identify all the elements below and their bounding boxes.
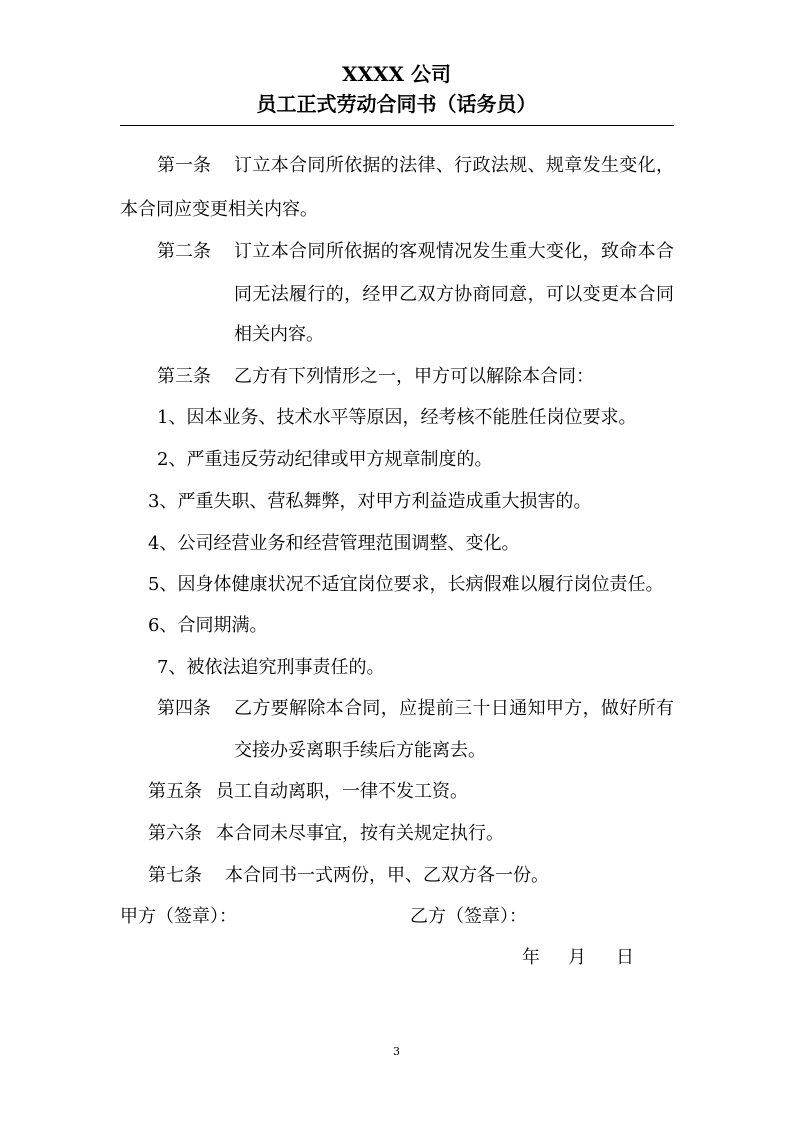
article-3-label: 第三条 bbox=[157, 366, 211, 387]
date-month: 月 bbox=[568, 947, 586, 968]
list-item: 3、严重失职、营私舞弊，对甲方利益造成重大损害的。 bbox=[148, 491, 592, 512]
article-5-label: 第五条 bbox=[148, 781, 202, 802]
article-7-text: 本合同书一式两份，甲、乙双方各一份。 bbox=[225, 865, 549, 886]
company-name: XXXX 公司 bbox=[341, 62, 452, 86]
list-item: 5、因身体健康状况不适宜岗位要求，长病假难以履行岗位责任。 bbox=[148, 574, 664, 595]
article-1-line-2: 本合同应变更相关内容。 bbox=[120, 199, 318, 220]
list-item: 7、被依法追究刑事责任的。 bbox=[157, 657, 385, 678]
article-3-text: 乙方有下列情形之一，甲方可以解除本合同： bbox=[234, 366, 594, 387]
date-year: 年 bbox=[522, 947, 540, 968]
page-number: 3 bbox=[393, 1045, 400, 1058]
contract-title: 员工正式劳动合同书（话务员） bbox=[256, 92, 537, 116]
article-2-label: 第二条 bbox=[157, 241, 211, 262]
article-6-text: 本合同未尽事宜，按有关规定执行。 bbox=[216, 823, 504, 844]
article-6-label: 第六条 bbox=[148, 823, 202, 844]
party-a-signature: 甲方（签章）： bbox=[120, 906, 237, 927]
article-2-line-3: 相关内容。 bbox=[234, 324, 324, 345]
article-7-label: 第七条 bbox=[148, 865, 202, 886]
article-1-line-1: 订立本合同所依据的法律、行政法规、规章发生变化， bbox=[234, 155, 674, 176]
article-4-line-1: 乙方要解除本合同，应提前三十日通知甲方，做好所有 bbox=[234, 698, 674, 719]
article-4-label: 第四条 bbox=[157, 698, 211, 719]
date-day: 日 bbox=[616, 947, 634, 968]
list-item: 6、合同期满。 bbox=[148, 615, 268, 636]
list-item: 2、严重违反劳动纪律或甲方规章制度的。 bbox=[157, 449, 493, 470]
list-item: 1、因本业务、技术水平等原因，经考核不能胜任岗位要求。 bbox=[157, 407, 637, 428]
list-item: 4、公司经营业务和经营管理范围调整、变化。 bbox=[148, 533, 520, 554]
article-4-line-2: 交接办妥离职手续后方能离去。 bbox=[234, 740, 486, 761]
party-b-signature: 乙方（签章）： bbox=[410, 906, 527, 927]
header-divider bbox=[120, 125, 674, 126]
article-2-line-1: 订立本合同所依据的客观情况发生重大变化，致命本合 bbox=[234, 241, 674, 262]
article-2-line-2: 同无法履行的，经甲乙双方协商同意，可以变更本合同 bbox=[234, 284, 674, 305]
article-5-text: 员工自动离职，一律不发工资。 bbox=[216, 781, 468, 802]
article-1-label: 第一条 bbox=[157, 155, 211, 176]
